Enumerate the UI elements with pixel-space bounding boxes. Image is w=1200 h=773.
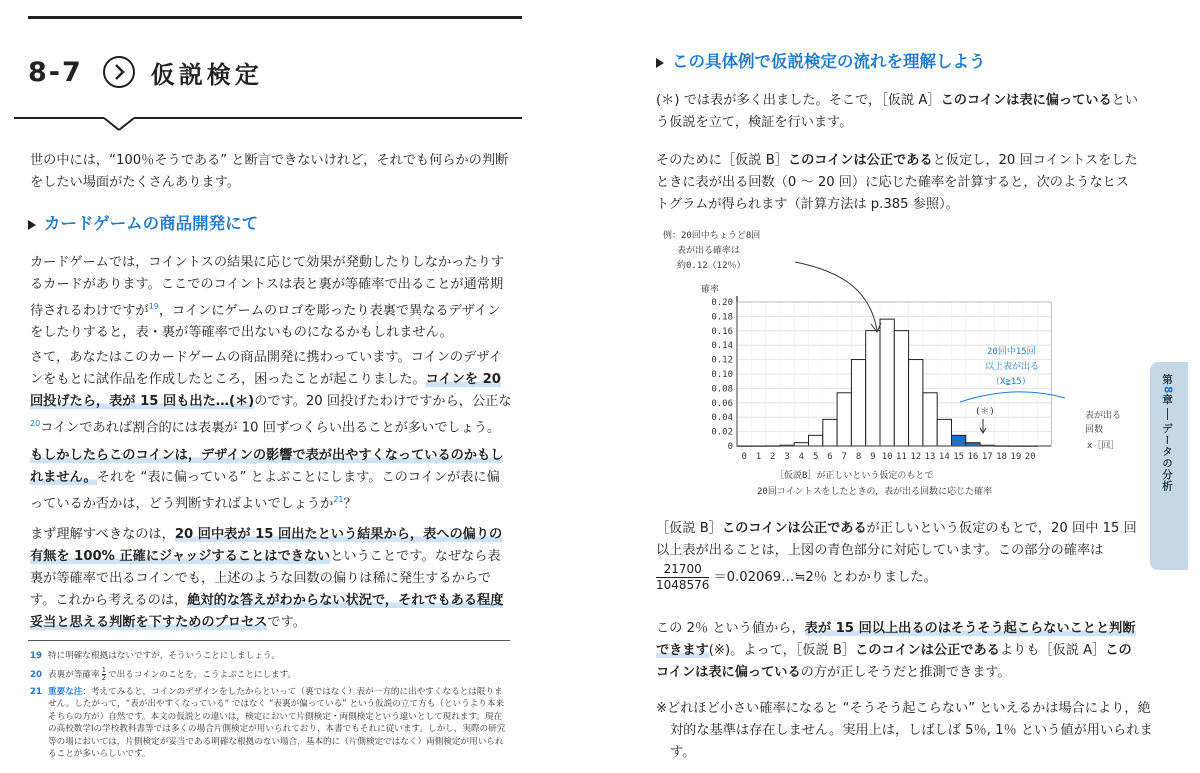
x-side-label-2: 回数 [1085,425,1104,435]
top-note-line-2: 表が出る確率は [677,246,741,256]
y-tick-label: 0.06 [711,398,733,409]
footnote-ref-21[interactable]: 21 [333,495,344,504]
rp4-highlight: 表が 15 回以上出るのはそうそう起こらないことと判断できます [656,621,1136,658]
top-note-line-3: 約0.12（12％） [677,261,746,271]
x-tick-label: 7 [841,452,847,462]
p4-highlight-2: 絶対的な答えがわからない状況で，それでもある程度妥当と思える判断を下すためのプロセス [30,593,504,630]
y-axis-label: 確率 [701,285,720,295]
x-tick-label: 4 [798,452,805,462]
rp4-text-c: よりも［仮説 A］ [999,643,1106,658]
x-tick-label: 12 [910,452,922,462]
footnote-text: 特に明確な根拠はないですが，そういうことにしましょう。 [48,651,281,661]
formula-result: ＝0.02069…≒2％ とわかりました。 [713,569,937,585]
paragraph-3 [30,445,512,515]
x-tick-label: 17 [981,452,993,462]
subheading-text: カードゲームの商品開発にて [44,214,259,233]
fraction [656,562,709,593]
fraction-denominator: 2 [101,673,107,682]
rp3-text-b: が正しいという仮定のもとで，20 回中 15 回以上表が出ることは，上図の青色部分に対応しています。この部分の確率は [656,521,1137,558]
rp4-bold-1: このコインは公正である [855,643,1000,658]
chapter-tab-text [1160,374,1175,492]
p4-text-b: ということです。なぜなら表裏が等確率で出るコインでも，上述のような回数の偏りは稀に発生するからです。これから考えるのは， [30,549,501,608]
chapter-title: データの分析 [1161,423,1173,493]
rp1-text-a: (＊) では表が多く出ました。そこで，［仮説 A］ [656,93,941,108]
y-tick-label: 0.16 [711,326,733,337]
y-tick-label: 0.14 [711,341,733,352]
histogram-bar-highlighted [952,435,966,446]
right-note-line-1: 20回中15回 [987,347,1036,357]
rp4-bold-2: このコインは表に偏っている [656,643,1132,680]
subheading-card-game [28,210,258,234]
footnote-text: 表裏が等確率 [48,669,100,680]
rp4-text-d: の方が正しそうだと推測できます。 [800,665,1011,680]
x-tick-label: 5 [812,452,819,462]
rp4-text-b: (※)。よって，［仮説 B］ [708,643,856,658]
x-tick-label: 1 [755,452,762,462]
footnote-ref-20[interactable]: 20 [30,419,41,428]
rp2-text-b: と仮定し，20 回コイントスをしたときに表が出る回数（0 ～ 20 回）に応じた確率を計算すると，次のようなヒストグラムが得られます（計算方法は p.385 参照）。 [656,153,1138,212]
chart-caption-1: ［仮説B］が正しいという仮定のもとで [775,471,934,481]
p3-highlight: もしかしたらこのコインは，デザインの影響で表が出やすくなっているのかもしれません。 [30,448,504,485]
histogram-bar [880,319,894,446]
x-tick-label: 2 [770,452,776,462]
x-tick-label: 20 [1024,452,1036,462]
paragraph-1 [30,252,512,344]
p2-highlight: コインを 20 回投げたら，表が 15 回も出た…(＊) [30,372,501,409]
tab-divider [1167,408,1168,420]
histogram-bar [923,393,937,446]
footnote-number: 19 [30,651,42,661]
footnote-19 [30,650,510,663]
bracket-curve [960,392,1065,402]
footnote-number: 21 [30,686,42,697]
top-note-line-1: 例：20回中ちょうど8回 [663,231,761,241]
p3-text-a: それを “表に偏っている” とよぶことにします。このコインが表に偏っているか否かは，どう判断すればよいでしょうか [30,470,500,512]
paragraph-2 [30,347,512,439]
footnote-21 [30,686,510,761]
rp1-text-b: という仮説を立て，検証を行います。 [656,93,1139,130]
right-note-line-3: （X≧15） [991,377,1031,387]
triangle-bullet-icon [28,220,36,230]
p2-text-c: コインであれば割合的には表裏が 10 回ずつくらい出ることが多いでしょう。 [40,420,501,436]
p2-text-b: のです。20 回投げたわけですから，公正な [254,394,512,409]
p4-text-c: です。 [267,615,306,630]
triangle-bullet-icon [656,58,664,68]
right-paragraph-2 [656,150,1140,216]
x-tick-label: 16 [967,452,979,462]
rp3-bold: このコインは公正である [722,521,867,536]
probability-histogram [645,222,1145,514]
fraction-numerator: 21700 [656,562,709,578]
y-tick-label: 0 [727,442,733,452]
histogram-bar [937,419,951,446]
footnote-text: で出るコインのことを，こうよぶことにします。 [108,669,297,680]
footnotes [30,650,510,761]
histogram-bar [837,393,851,446]
y-tick-label: 0.08 [711,384,733,395]
x-tick-label: 8 [855,452,862,462]
section-title: 仮説検定 [150,60,263,89]
fraction-denominator: 1048576 [656,578,710,592]
header-divider [14,112,524,134]
y-tick-label: 0.20 [711,298,733,308]
fraction-half [102,667,106,682]
chapter-label: 第 [1161,374,1173,386]
important-note-label: 重要な注 [48,686,83,697]
right-heading [656,48,986,72]
x-tick-label: 3 [784,452,790,462]
x-tick-label: 9 [870,452,876,462]
chapter-suffix: 章 [1161,393,1173,406]
rp3-text-a: ［仮説 B］ [656,521,722,536]
y-tick-label: 0.10 [711,370,733,380]
p4-highlight-1: 20 回中表が 15 回出たという結果から，表への偏りの有無を 100% 正確にジャッジすることはできない [30,527,503,564]
y-tick-label: 0.04 [711,413,733,424]
footnote-number: 20 [30,669,42,680]
x-tick-label: 13 [924,452,936,462]
chapter-tab[interactable] [1150,362,1188,570]
x-tick-label: 18 [996,452,1007,462]
x-tick-label: 15 [953,452,965,462]
rp2-text-a: そのために［仮説 B］ [656,153,788,168]
rp4-text-a: この 2％ という値から， [656,621,805,636]
p4-text-a: まず理解すべきなのは， [30,527,175,542]
histogram-bar [909,360,923,446]
p3-text-b: ？ [343,496,357,512]
right-paragraph-1 [656,90,1140,134]
rp2-bold: このコインは公正である [787,153,933,168]
x-tick-label: 10 [881,452,893,462]
y-tick-label: 0.18 [711,312,733,323]
x-tick-label: 6 [827,452,833,462]
p1-text-a: カードゲームでは，コイントスの結果に応じて効果が発動したりしなかったりするカードがあります。ここでのコイントスは表と裏が等確率で出ることが通常期待されるわけですが [30,255,504,319]
footnote-divider [28,640,510,641]
x-tick-label: 14 [938,452,950,462]
histogram-bar [823,419,837,446]
rp1-bold: このコインは表に偏っている [940,93,1112,108]
chapter-number: 8 [1161,385,1174,394]
right-heading-text: この具体例で仮説検定の流れを理解しよう [672,52,986,71]
section-header [28,52,263,92]
right-note: ※どれほど小さい確率になると “そうそう起こらない” といえるかは場合により，絶対的な基準は存在しません。実用上は，しばしば 5％, 1％ という値が用いられます。 [656,701,1153,760]
footnote-ref-19[interactable]: 19 [148,302,159,311]
probability-formula [656,562,937,593]
y-tick-label: 0.12 [711,355,733,366]
histogram-bar [866,331,880,446]
right-note-line-2: 以上表が出る [985,362,1040,372]
y-tick-label: 0.02 [711,427,733,438]
p2-text-a: さて，あなたはこのカードゲームの商品開発に携わっています。コインのデザインをもとに試作品を作成したところ，困ったことが起こりました。 [30,350,502,387]
fraction-numerator: 1 [101,665,107,674]
x-tick-label: 19 [1010,452,1022,462]
x-side-label-1: 表が出る [1085,411,1122,421]
chevron-circle-icon [103,56,135,88]
x-unit-label: x［回］ [1087,441,1120,451]
chart-y-ticks [711,298,733,452]
x-tick-label: 11 [896,452,907,462]
histogram-bar [809,435,823,446]
paragraph-4 [30,524,512,634]
chart-caption-2: 20回コイントスをしたときの，表が出る回数に応じた確率 [757,487,993,497]
chart-x-ticks [741,452,1035,462]
arrow-to-bar-8 [795,262,877,330]
top-rule-left [28,16,522,19]
right-paragraph-3 [656,518,1140,562]
histogram-bar [894,331,908,446]
footnote-20 [30,667,510,682]
footnote-text: ：考えてみると，コインのデザインをしたからといって（裏ではなく）表が一方的に出やすくなるとは限りません。したがって，“表が出やすくなっている” ではなく “表裏が偏っている” という仮説の立て方も（というより本来そちらの方が）自然です。本文の仮説との違いは，検定において片側検定・両側検定という違いとして現れます。現在の高校数学Ⅰの学校教科書等では多くの場合片側検定が用いられており，本書でもそれに従います。しかし，実際の研究等の場においては，片側検定が妥当である明確な根拠のない場合，基本的に（片側検定ではなく）両側検定が用いられることが多いらしいです。 [48,686,506,759]
x-tick-label: 0 [741,452,747,462]
p1-text-b: ，コインにゲームのロゴを彫ったり表裏で異なるデザインをしたりすると，表・裏が等確率で出ないものになるかもしれません。 [30,303,501,341]
star-annotation: (＊) [975,407,995,417]
intro-paragraph: 世の中には，“100％そうである” と断言できないけれど，それでも何らかの判断をしたい場面がたくさんあります。 [30,153,509,190]
footnote-21-body [48,686,510,761]
section-number: 8-7 [28,56,83,88]
right-paragraph-4 [656,618,1140,684]
histogram-bar [851,360,865,446]
